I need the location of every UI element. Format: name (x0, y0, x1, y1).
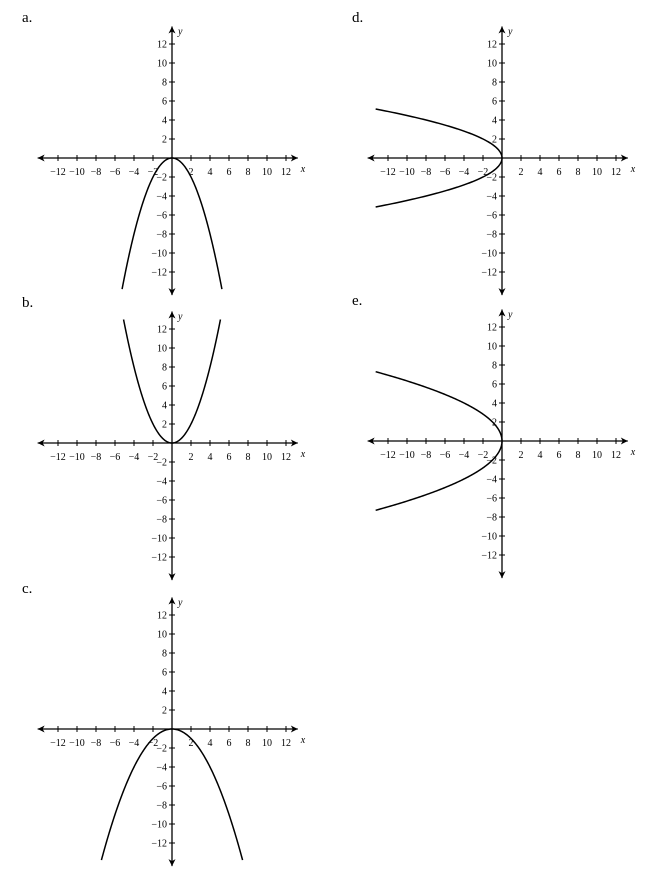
y-tick-label: 10 (157, 58, 167, 70)
x-tick-label: 12 (611, 450, 621, 461)
y-tick-label: −2 (156, 172, 167, 184)
x-tick-label: −12 (380, 167, 396, 178)
x-tick-label: 6 (226, 452, 232, 463)
x-tick-label: 4 (207, 167, 213, 178)
x-tick-label: 2 (188, 738, 194, 749)
x-tick-label: −2 (147, 167, 159, 178)
graph-panel-a (22, 10, 306, 295)
x-tick-label: 12 (281, 167, 291, 178)
x-axis-name: x (630, 164, 636, 175)
y-tick-label: −12 (151, 552, 167, 564)
x-axis-name: x (300, 164, 306, 175)
x-tick-label: −10 (69, 452, 85, 463)
y-tick-label: 6 (492, 379, 497, 391)
x-tick-label: −6 (109, 167, 121, 178)
x-tick-label: −2 (147, 738, 159, 749)
y-tick-label: 8 (162, 648, 167, 660)
x-tick-label: 2 (188, 452, 194, 463)
y-tick-label: 6 (162, 381, 167, 393)
x-tick-label: −10 (69, 738, 85, 749)
y-tick-label: 12 (157, 39, 167, 51)
y-tick-label: −8 (156, 514, 167, 526)
x-tick-label: −6 (109, 738, 121, 749)
y-tick-label: −6 (156, 210, 167, 222)
y-tick-label: −4 (156, 476, 167, 488)
x-tick-label: −8 (420, 450, 432, 461)
y-tick-label: 4 (162, 115, 167, 127)
x-tick-label: 10 (262, 167, 272, 178)
x-tick-label: 2 (188, 167, 194, 178)
x-tick-label: 4 (207, 738, 213, 749)
y-tick-label: −10 (151, 248, 167, 260)
x-tick-label: −6 (109, 452, 121, 463)
y-tick-label: 4 (162, 686, 167, 698)
x-tick-label: −8 (90, 738, 102, 749)
x-tick-label: 10 (262, 738, 272, 749)
y-tick-label: 12 (157, 324, 167, 336)
y-axis-name: y (178, 597, 183, 609)
y-axis-name: y (508, 26, 513, 38)
x-tick-label: 8 (575, 450, 581, 461)
y-tick-label: 4 (492, 398, 497, 410)
y-tick-label: −6 (156, 495, 167, 507)
x-tick-label: −2 (477, 167, 489, 178)
x-tick-label: 12 (281, 452, 291, 463)
graph-panel-c (22, 581, 306, 866)
y-tick-label: 6 (162, 96, 167, 108)
graph-panel-e (352, 293, 636, 578)
panel-label: a. (22, 10, 33, 26)
x-axis-name: x (300, 449, 306, 460)
x-tick-label: 4 (537, 450, 543, 461)
x-tick-label: −4 (128, 738, 140, 749)
x-tick-label: −12 (380, 450, 396, 461)
x-tick-label: 10 (262, 452, 272, 463)
y-tick-label: −6 (156, 781, 167, 793)
x-axis-name: x (300, 735, 306, 746)
y-tick-label: −8 (156, 229, 167, 241)
x-tick-label: −4 (458, 450, 470, 461)
x-tick-label: 12 (281, 738, 291, 749)
y-tick-label: 2 (492, 417, 497, 429)
x-tick-label: 10 (592, 450, 602, 461)
y-tick-label: −12 (151, 838, 167, 850)
x-tick-label: 6 (556, 450, 562, 461)
x-tick-label: 8 (245, 452, 251, 463)
y-tick-label: 12 (487, 39, 497, 51)
y-tick-label: −2 (486, 455, 497, 467)
x-tick-label: −8 (90, 452, 102, 463)
y-axis-name: y (508, 309, 513, 321)
y-tick-label: −2 (486, 172, 497, 184)
x-tick-label: −10 (399, 167, 415, 178)
x-tick-label: −12 (50, 738, 66, 749)
y-tick-label: −10 (151, 819, 167, 831)
x-tick-label: 2 (518, 450, 524, 461)
y-tick-label: 8 (162, 362, 167, 374)
y-tick-label: 6 (492, 96, 497, 108)
y-tick-label: −6 (486, 493, 497, 505)
y-tick-label: 4 (492, 115, 497, 127)
x-tick-label: 10 (592, 167, 602, 178)
y-tick-label: −10 (481, 248, 497, 260)
graph-panel-d (352, 10, 636, 295)
panel-label: c. (22, 581, 33, 597)
y-tick-label: 12 (487, 322, 497, 334)
y-tick-label: 6 (162, 667, 167, 679)
x-tick-label: −8 (420, 167, 432, 178)
x-tick-label: −12 (50, 167, 66, 178)
x-tick-label: 6 (226, 167, 232, 178)
y-tick-label: −2 (156, 457, 167, 469)
y-tick-label: 12 (157, 610, 167, 622)
x-tick-label: −10 (69, 167, 85, 178)
x-axis-name: x (630, 447, 636, 458)
x-tick-label: 6 (556, 167, 562, 178)
y-tick-label: 8 (162, 77, 167, 89)
x-tick-label: −8 (90, 167, 102, 178)
x-tick-label: −6 (439, 167, 451, 178)
y-tick-label: −8 (156, 800, 167, 812)
y-tick-label: 8 (492, 77, 497, 89)
x-tick-label: −2 (477, 450, 489, 461)
x-tick-label: −10 (399, 450, 415, 461)
y-axis-name: y (178, 26, 183, 38)
panel-label: e. (352, 293, 363, 309)
x-tick-label: −4 (458, 167, 470, 178)
x-tick-label: 8 (245, 738, 251, 749)
y-tick-label: −4 (156, 762, 167, 774)
x-tick-label: 2 (518, 167, 524, 178)
y-tick-label: −4 (156, 191, 167, 203)
y-tick-label: 4 (162, 400, 167, 412)
x-tick-label: 6 (226, 738, 232, 749)
y-tick-label: −12 (151, 267, 167, 279)
x-tick-label: 12 (611, 167, 621, 178)
y-tick-label: −10 (481, 531, 497, 543)
x-tick-label: −4 (128, 167, 140, 178)
y-tick-label: −2 (156, 743, 167, 755)
x-tick-label: −12 (50, 452, 66, 463)
panel-label: b. (22, 295, 34, 311)
x-tick-label: 8 (575, 167, 581, 178)
y-tick-label: 2 (162, 705, 167, 717)
y-tick-label: −4 (486, 474, 497, 486)
y-tick-label: −10 (151, 533, 167, 545)
x-tick-label: 4 (207, 452, 213, 463)
graph-panel-b (22, 295, 306, 580)
y-tick-label: 2 (492, 134, 497, 146)
y-tick-label: −4 (486, 191, 497, 203)
y-tick-label: 10 (157, 343, 167, 355)
y-tick-label: −12 (481, 267, 497, 279)
y-tick-label: −6 (486, 210, 497, 222)
y-tick-label: 8 (492, 360, 497, 372)
panel-label: d. (352, 10, 364, 26)
x-tick-label: −2 (147, 452, 159, 463)
x-tick-label: −4 (128, 452, 140, 463)
x-tick-label: −6 (439, 450, 451, 461)
y-tick-label: −8 (486, 512, 497, 524)
y-tick-label: 10 (157, 629, 167, 641)
y-tick-label: −8 (486, 229, 497, 241)
y-tick-label: 10 (487, 341, 497, 353)
x-tick-label: 8 (245, 167, 251, 178)
y-tick-label: −12 (481, 550, 497, 562)
y-tick-label: 2 (162, 419, 167, 431)
x-tick-label: 4 (537, 167, 543, 178)
y-tick-label: 10 (487, 58, 497, 70)
y-tick-label: 2 (162, 134, 167, 146)
y-axis-name: y (178, 311, 183, 323)
